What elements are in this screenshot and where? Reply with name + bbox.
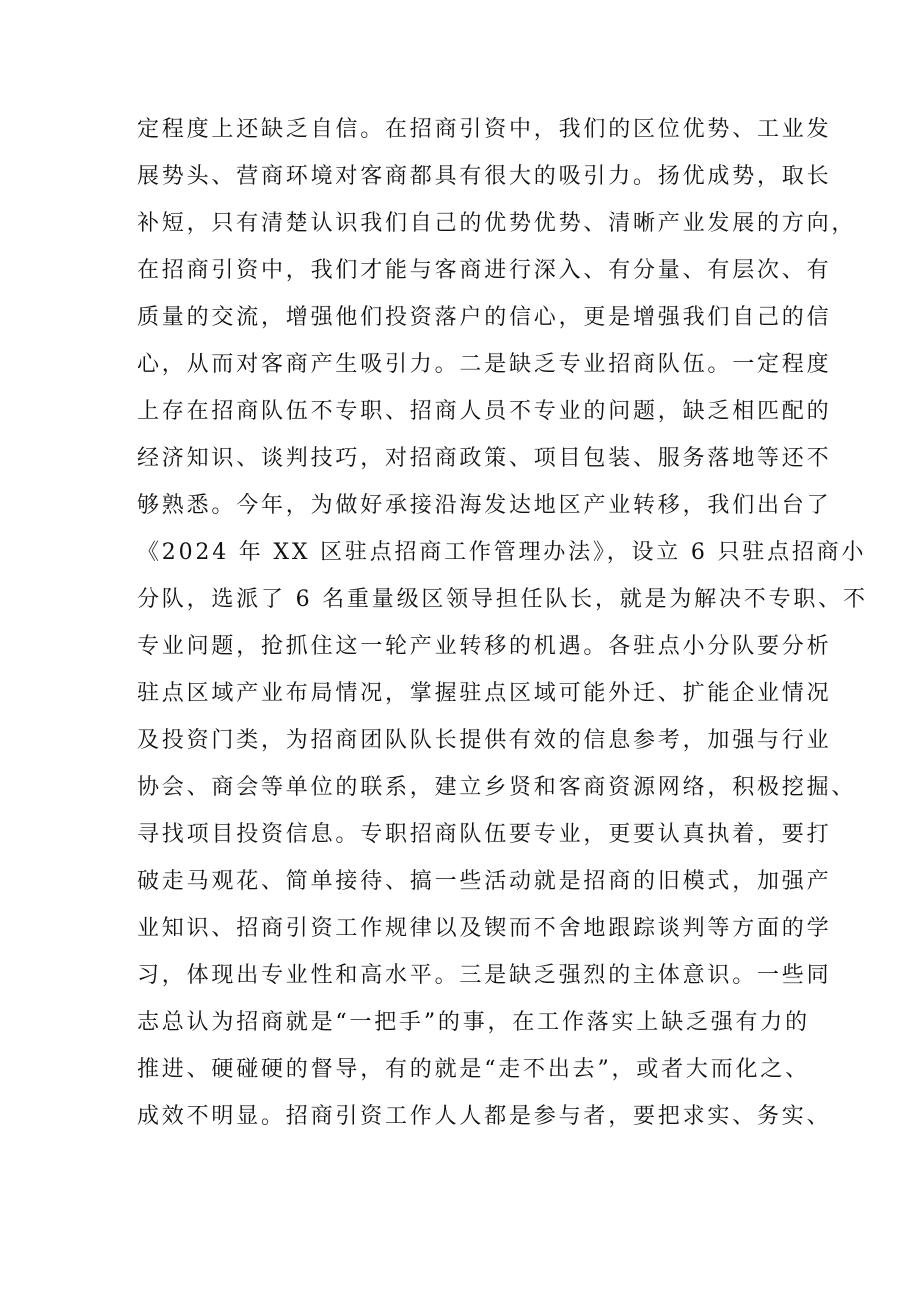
text-line-17: 破走马观花、简单接待、搞一些活动就是招商的旧模式，加强产 (137, 869, 832, 894)
text-line-19: 习，体现出专业性和高水平。三是缺乏强烈的主体意识。一些同 (137, 963, 832, 988)
text-line-5: 质量的交流，增强他们投资落户的信心，更是增强我们自己的信 (137, 305, 832, 330)
text-line-18: 业知识、招商引资工作规律以及锲而不舍地跟踪谈判等方面的学 (137, 916, 832, 941)
text-line-21: 推进、硬碰硬的督导，有的就是“走不出去”，或者大而化之、 (137, 1057, 810, 1082)
text-line-1: 定程度上还缺乏自信。在招商引资中，我们的区位优势、工业发 (137, 117, 832, 142)
text-line-11: 分队，选派了 6 名重量级区领导担任队长，就是为解决不专职、不 (137, 587, 868, 612)
text-line-4: 在招商引资中，我们才能与客商进行深入、有分量、有层次、有 (137, 258, 832, 283)
text-line-3: 补短，只有清楚认识我们自己的优势优势、清晰产业发展的方向， (137, 211, 857, 236)
text-line-10: 《2024 年 XX 区驻点招商工作管理办法》，设立 6 只驻点招商小 (137, 540, 867, 565)
text-line-15: 协会、商会等单位的联系，建立乡贤和客商资源网络，积极挖掘、 (137, 775, 857, 800)
text-line-6: 心，从而对客商产生吸引力。二是缺乏专业招商队伍。一定程度 (137, 352, 832, 377)
text-line-13: 驻点区域产业布局情况，掌握驻点区域可能外迁、扩能企业情况 (137, 681, 832, 706)
text-line-12: 专业问题，抢抓住这一轮产业转移的机遇。各驻点小分队要分析 (137, 634, 832, 659)
text-line-2: 展势头、营商环境对客商都具有很大的吸引力。扬优成势，取长 (137, 164, 832, 189)
text-line-9: 够熟悉。今年，为做好承接沿海发达地区产业转移，我们出台了 (137, 493, 832, 518)
text-line-14: 及投资门类，为招商团队队长提供有效的信息参考，加强与行业 (137, 728, 832, 753)
text-line-22: 成效不明显。招商引资工作人人都是参与者，要把求实、务实、 (137, 1104, 832, 1129)
text-line-7: 上存在招商队伍不专职、招商人员不专业的问题，缺乏相匹配的 (137, 399, 832, 424)
text-line-8: 经济知识、谈判技巧，对招商政策、项目包装、服务落地等还不 (137, 446, 832, 471)
text-line-20: 志总认为招商就是“一把手”的事，在工作落实上缺乏强有力的 (137, 1010, 810, 1035)
text-line-16: 寻找项目投资信息。专职招商队伍要专业，更要认真执着，要打 (137, 822, 832, 847)
